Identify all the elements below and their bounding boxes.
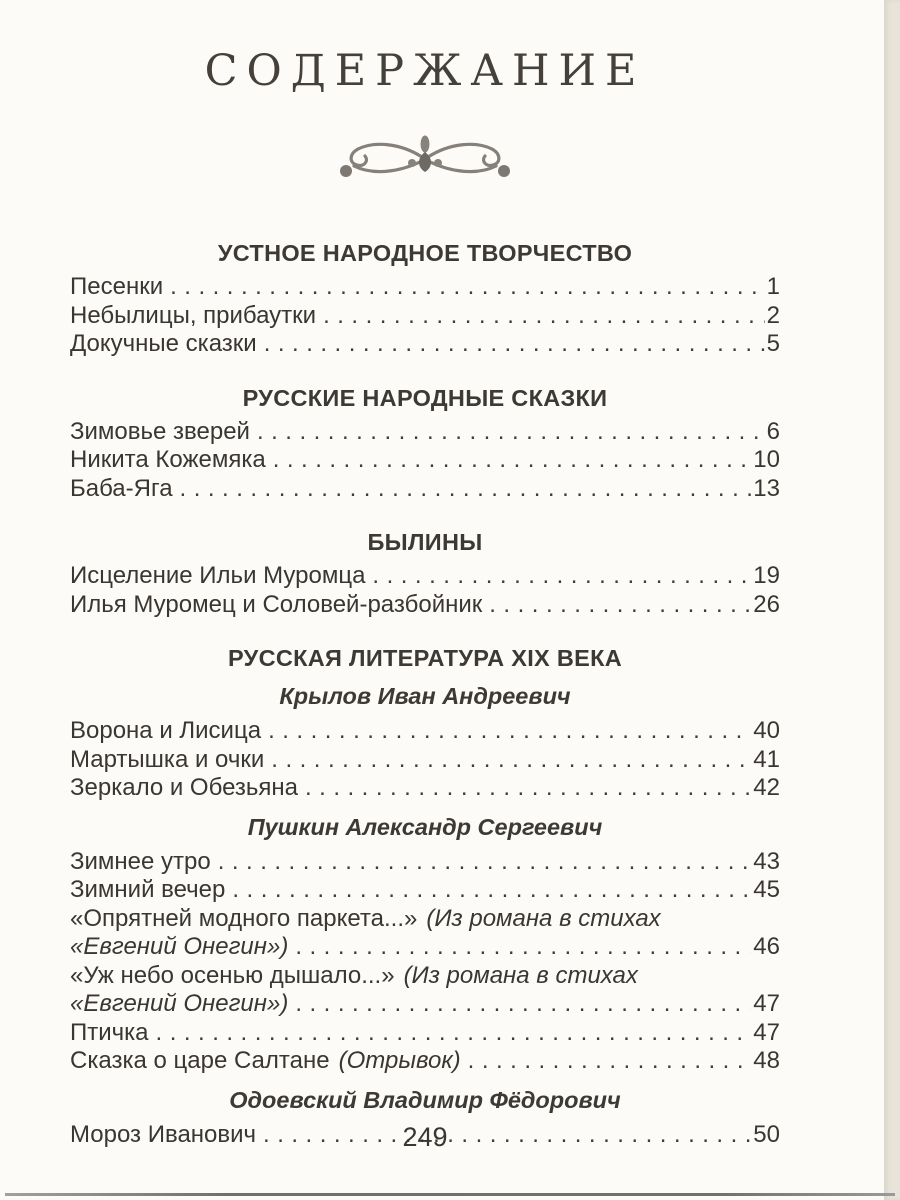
toc-entry bbox=[70, 876, 780, 905]
page-edge-strip bbox=[884, 0, 900, 1200]
dot-leader bbox=[305, 774, 751, 803]
toc-entry bbox=[70, 475, 780, 504]
page-number: 43 bbox=[753, 847, 780, 875]
toc-entry bbox=[70, 302, 780, 331]
toc-entry-line2 bbox=[70, 990, 780, 1019]
dot-leader bbox=[170, 273, 765, 302]
author-heading: Крылов Иван Андреевич bbox=[279, 683, 571, 709]
page-number: 42 bbox=[753, 774, 780, 801]
section-heading: РУССКИЕ НАРОДНЫЕ СКАЗКИ bbox=[242, 384, 608, 411]
scan-bottom-line bbox=[5, 1193, 895, 1196]
section-heading: УСТНОЕ НАРОДНОЕ ТВОРЧЕСТВО bbox=[217, 240, 633, 266]
page-number: 10 bbox=[753, 446, 780, 473]
dot-leader bbox=[273, 446, 752, 475]
dot-leader bbox=[372, 562, 751, 591]
entry-title: Мартышка и очки bbox=[70, 745, 265, 773]
dot-leader bbox=[156, 1019, 752, 1048]
footer-page-number: 249 bbox=[402, 1122, 448, 1152]
page-number: 13 bbox=[753, 474, 780, 502]
entry-title: Зимнее утро bbox=[70, 847, 211, 875]
flourish-icon bbox=[318, 130, 532, 186]
entry-title: Зимовье зверей bbox=[70, 417, 250, 445]
dot-leader bbox=[232, 876, 751, 905]
author-heading: Одоевский Владимир Фёдорович bbox=[229, 1086, 621, 1113]
entry-title: Зимний вечер bbox=[70, 876, 226, 903]
entry-subtitle-italic: (Из романа в стихах bbox=[426, 904, 661, 932]
entry-title: Ворона и Лисица bbox=[70, 717, 262, 744]
entry-title: Небылицы, прибаутки bbox=[70, 301, 317, 329]
entry-title: «Уж небо осенью дышало...» bbox=[70, 961, 395, 989]
dot-leader bbox=[489, 591, 751, 620]
entry-title: Докучные сказки bbox=[70, 330, 257, 357]
dot-leader bbox=[468, 1047, 752, 1076]
toc-entry bbox=[70, 273, 780, 302]
page-number: 26 bbox=[753, 590, 780, 618]
page-number: 47 bbox=[753, 1018, 780, 1046]
toc-entry-line1 bbox=[70, 962, 780, 991]
page-number: 2 bbox=[766, 301, 780, 329]
entry-title: Никита Кожемяка bbox=[70, 446, 266, 473]
page-number: 48 bbox=[753, 1047, 780, 1074]
entry-subtitle-italic: (Отрывок) bbox=[338, 1047, 461, 1074]
page-number: 1 bbox=[766, 273, 780, 300]
toc-entry bbox=[70, 848, 780, 877]
toc-entry bbox=[70, 446, 780, 475]
section-heading: РУССКАЯ ЛИТЕРАТУРА XIX ВЕКА bbox=[227, 645, 623, 671]
entry-title: Мороз Иванович bbox=[70, 1120, 257, 1148]
entry-title: Сказка о царе Салтане bbox=[70, 1047, 330, 1074]
section-heading: БЫЛИНЫ bbox=[367, 529, 483, 555]
dot-leader bbox=[323, 302, 765, 331]
page-number: 6 bbox=[766, 417, 780, 445]
dot-leader bbox=[268, 717, 751, 746]
entry-title: Илья Муромец и Соловей-разбойник bbox=[70, 590, 483, 618]
author-heading: Пушкин Александр Сергеевич bbox=[247, 813, 603, 840]
entry-title: Птичка bbox=[70, 1018, 149, 1046]
dot-leader bbox=[295, 990, 751, 1019]
ornament-flourish bbox=[70, 130, 780, 186]
toc-entry bbox=[70, 774, 780, 803]
entry-title: Песенки bbox=[70, 273, 164, 300]
entry-title: Исцеление Ильи Муромца bbox=[70, 562, 366, 589]
toc-entry bbox=[70, 562, 780, 591]
entry-subtitle-italic: «Евгений Онегин») bbox=[70, 990, 289, 1017]
page-title: СОДЕРЖАНИЕ bbox=[204, 46, 646, 96]
toc-entry bbox=[70, 717, 780, 746]
toc-page bbox=[70, 0, 780, 1149]
page-number: 46 bbox=[753, 933, 780, 960]
toc-entry bbox=[70, 1047, 780, 1076]
page-number: 45 bbox=[753, 876, 780, 903]
toc-entry-line2 bbox=[70, 933, 780, 962]
toc-entry bbox=[70, 1019, 780, 1048]
page-number: 19 bbox=[753, 562, 780, 589]
dot-leader bbox=[271, 746, 751, 775]
dot-leader bbox=[264, 330, 765, 359]
dot-leader bbox=[295, 933, 751, 962]
toc-entry-line1 bbox=[70, 905, 780, 934]
page-number: 5 bbox=[766, 330, 780, 357]
entry-title: «Опрятней модного паркета...» bbox=[70, 904, 418, 932]
toc-entry bbox=[70, 591, 780, 620]
entry-subtitle-italic: (Из романа в стихах bbox=[403, 961, 638, 989]
page-number: 47 bbox=[753, 990, 780, 1017]
page-number: 41 bbox=[753, 745, 780, 773]
entry-subtitle-italic: «Евгений Онегин») bbox=[70, 933, 289, 960]
page-number: 40 bbox=[753, 717, 780, 744]
dot-leader bbox=[257, 418, 765, 447]
entry-title: Зеркало и Обезьяна bbox=[70, 774, 298, 801]
dot-leader bbox=[180, 475, 752, 504]
page-number: 50 bbox=[753, 1120, 780, 1148]
dot-leader bbox=[218, 848, 752, 877]
toc-entry bbox=[70, 330, 780, 359]
toc-entry bbox=[70, 418, 780, 447]
toc-entry bbox=[70, 746, 780, 775]
entry-title: Баба-Яга bbox=[70, 474, 173, 502]
